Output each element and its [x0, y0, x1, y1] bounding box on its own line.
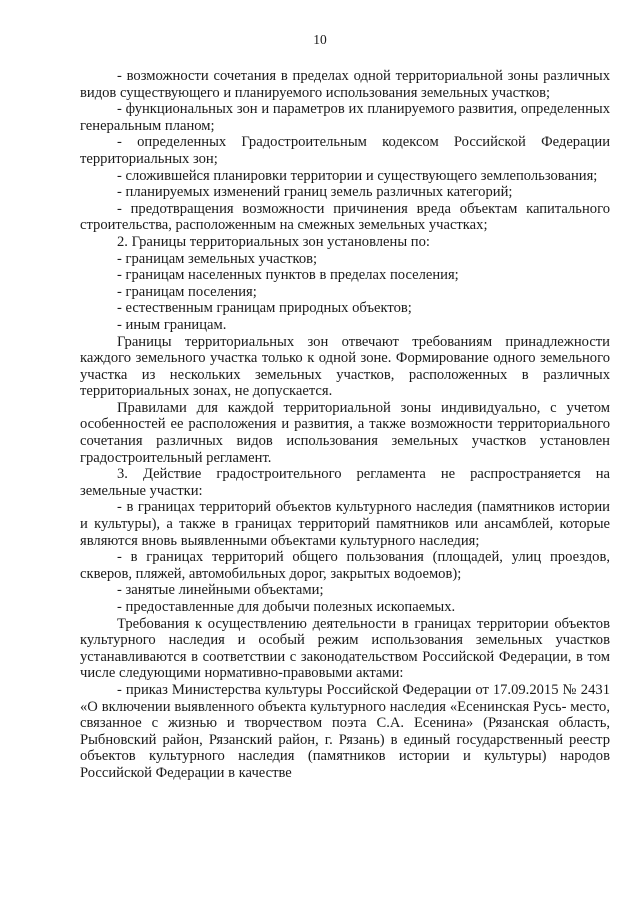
page-number: 10 [313, 32, 327, 47]
list-item-ministry-order: - приказ Министерства культуры Российской Федерации от 17.09.2015 № 2431 «О включении выявленного объекта культурного наследия «Есенинская Русь- место, связанное с жизнью и творчеством поэта С.А. Есенина» (Рязанская область, Рыбновский район, Рязанский район, г. Рязань) в единый государственный реестр объектов культурного наследия (памятников истории и культуры) народов Российской Федерации в качестве [80, 681, 610, 781]
list-item-land-plots: - границам земельных участков; [117, 250, 318, 267]
list-item-harm-prevention: - предотвращения возможности причинения вреда объектам капитального строительства, расположенным на смежных земельных участках; [80, 200, 610, 234]
list-item-cultural-heritage: - в границах территорий объектов культурного наследия (памятников истории и культуры), а также в границах территорий памятников или ансамблей, которые являются вновь выявленными объектами культурного наследия; [80, 499, 610, 549]
section-3-heading: 3. Действие градостроительного регламента не распространяется на земельные участки: [80, 466, 610, 499]
list-item-existing-layout: - сложившейся планировки территории и существующего землепользования; [117, 167, 598, 184]
list-item-functional-zones: - функциональных зон и параметров их планируемого развития, определенных генеральным планом; [80, 101, 610, 134]
paragraph-zone-boundaries: Границы территориальных зон отвечают требованиям принадлежности каждого земельного участка только к одной зоне. Формирование одного земельного участка из нескольких земельных участков, расположенных в различных территориальных зонах, не допускается. [80, 333, 610, 400]
section-2-heading: 2. Границы территориальных зон установлены по: [117, 233, 430, 250]
list-item-linear-objects: - занятые линейными объектами; [117, 582, 324, 599]
list-item-natural-boundaries: - естественным границам природных объектов; [117, 300, 412, 317]
paragraph-heritage-requirements: Требования к осуществлению деятельности в границах территории объектов культурного наследия и особый режим использования земельных участков устанавливаются в соответствии с законодательством Российской Федерации, в том числе следующими нормативно-правовыми актами: [80, 615, 610, 682]
list-item-code-zones: - определенных Градостроительным кодексом Российской Федерации территориальных зон; [80, 134, 610, 167]
list-item-category-changes: - планируемых изменений границ земель различных категорий; [117, 184, 513, 201]
list-item-other-boundaries: - иным границам. [117, 316, 227, 333]
list-item-settlement-boundaries: - границам поселения; [117, 283, 257, 300]
document-body [80, 68, 610, 782]
paragraph-regulation: Правилами для каждой территориальной зоны индивидуально, с учетом особенностей ее расположения и развития, а также возможности территориального сочетания различных видов использования земельных участков установлен градостроительный регламент. [80, 399, 610, 466]
list-item-combination: - возможности сочетания в пределах одной территориальной зоны различных видов существующего и планируемого использования земельных участков; [80, 68, 610, 101]
list-item-settlements: - границам населенных пунктов в пределах поселения; [117, 267, 459, 284]
list-item-public-areas: - в границах территорий общего пользования (площадей, улиц проездов, скверов, пляжей, автомобильных дорог, закрытых водоемов); [80, 549, 610, 582]
list-item-mining: - предоставленные для добычи полезных ископаемых. [117, 599, 456, 615]
